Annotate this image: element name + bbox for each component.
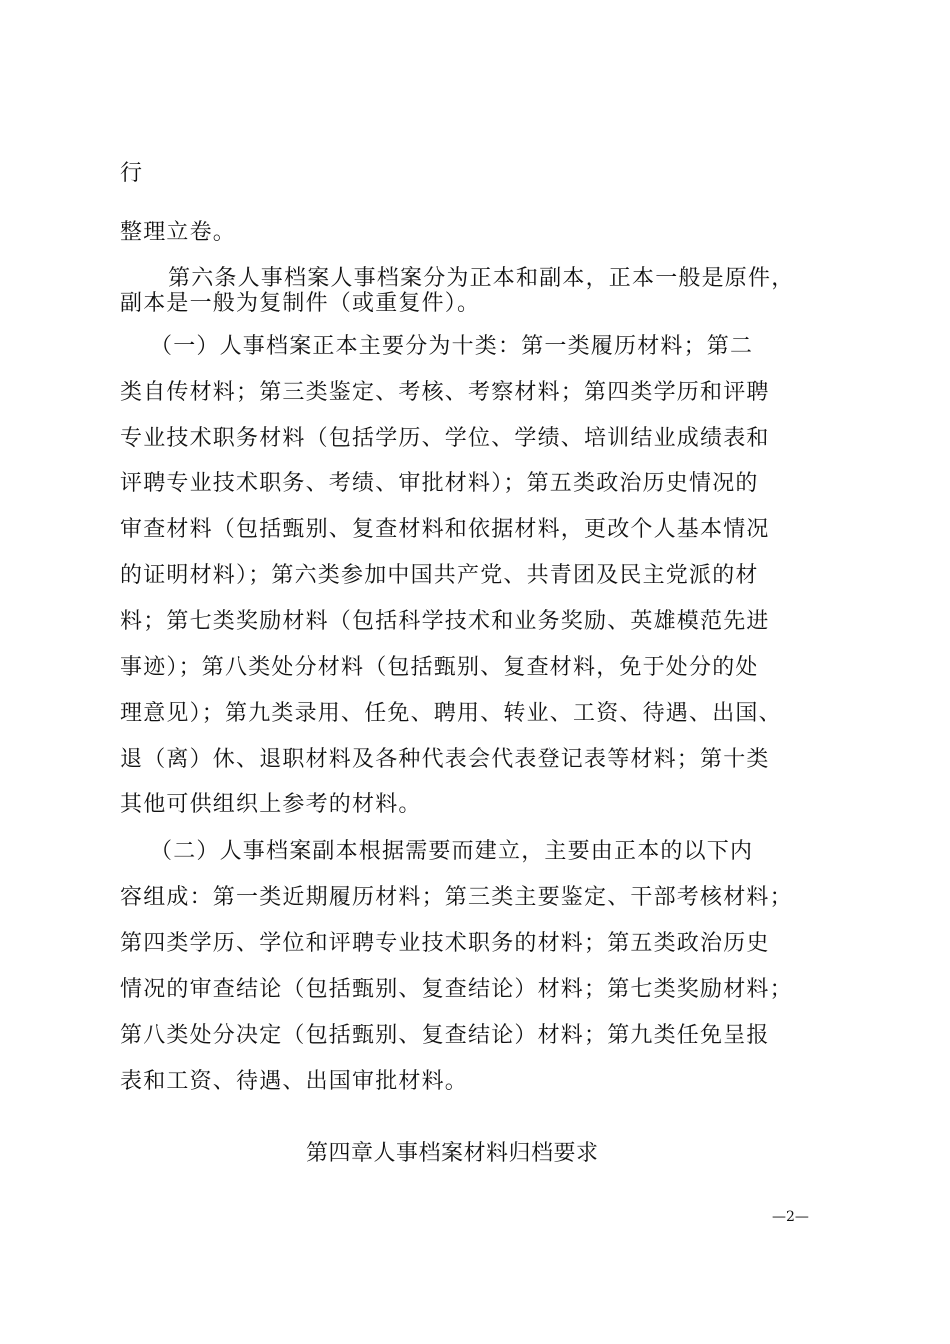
section-2-line: 第八类处分决定（包括甄别、复查结论）材料；第九类任免呈报 xyxy=(120,1023,770,1048)
section-1-line: 专业技术职务材料（包括学历、学位、学绩、培训结业成绩表和 xyxy=(120,426,770,451)
section-1-line: 的证明材料）；第六类参加中国共产党、共青团及民主党派的材 xyxy=(120,563,759,588)
chapter-heading: 第四章人事档案材料归档要求 xyxy=(306,1141,599,1166)
section-2-line: 第四类学历、学位和评聘专业技术职务的材料；第五类政治历史 xyxy=(120,931,770,956)
section-1-line: 审查材料（包括甄别、复查材料和依据材料，更改个人基本情况 xyxy=(120,517,770,542)
section-2-line: 容组成：第一类近期履历材料；第三类主要鉴定、干部考核材料； xyxy=(120,885,793,910)
section-2-line: （二）人事档案副本根据需要而建立，主要由正本的以下内 xyxy=(150,839,754,864)
section-1-line: 理意见）；第九类录用、任免、聘用、转业、工资、待遇、出国、 xyxy=(120,701,782,726)
section-1-line: 料；第七类奖励材料（包括科学技术和业务奖励、英雄模范先进 xyxy=(120,609,770,634)
article-6-line: 副本是一般为复制件（或重复件）。 xyxy=(120,291,481,316)
section-1-line: 类自传材料；第三类鉴定、考核、考察材料；第四类学历和评聘 xyxy=(120,380,770,405)
page-number: —2— xyxy=(772,1209,809,1225)
section-1-line: 事迹）；第八类处分材料（包括甄别、复查材料，免于处分的处 xyxy=(120,655,759,680)
fragment-end-line: 整理立卷。 xyxy=(120,220,237,245)
fragment-top-line: 行 xyxy=(120,161,144,186)
section-1-line: 退（离）休、退职材料及各种代表会代表登记表等材料；第十类 xyxy=(120,747,770,772)
section-2-line: 表和工资、待遇、出国审批材料。 xyxy=(120,1069,469,1094)
section-1-line: 评聘专业技术职务、考绩、审批材料）；第五类政治历史情况的 xyxy=(120,471,759,496)
section-1-line: （一）人事档案正本主要分为十类：第一类履历材料；第二 xyxy=(150,334,754,359)
article-6-line: 第六条人事档案人事档案分为正本和副本，正本一般是原件， xyxy=(168,266,795,291)
section-1-line: 其他可供组织上参考的材料。 xyxy=(120,792,422,817)
section-2-line: 情况的审查结论（包括甄别、复查结论）材料；第七类奖励材料； xyxy=(120,977,793,1002)
